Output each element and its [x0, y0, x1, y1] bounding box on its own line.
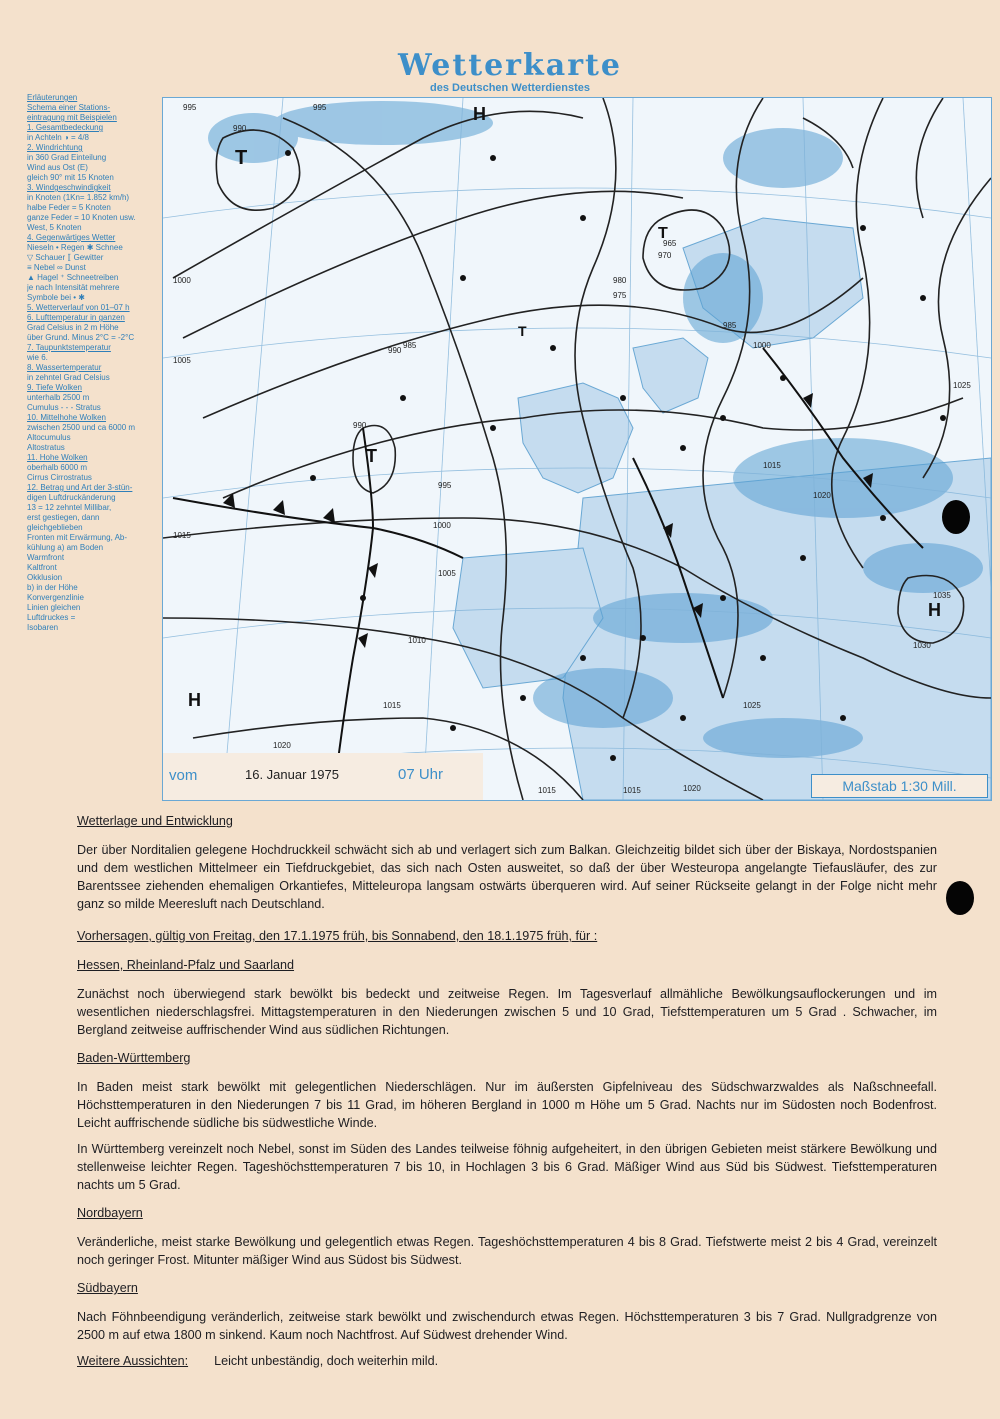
outlook-label: Weitere Aussichten:	[77, 1354, 189, 1368]
pressure-label: 990	[233, 124, 247, 133]
legend-line: Kaltfront	[27, 563, 57, 572]
legend-line: Warmfront	[27, 553, 65, 562]
pressure-label: 970	[658, 251, 672, 260]
pressure-label: 1025	[743, 701, 761, 710]
legend-line: in 360 Grad Einteilung	[27, 153, 107, 162]
pressure-label: 985	[723, 321, 737, 330]
legend-line: b) in der Höhe	[27, 583, 78, 592]
pressure-label: 1015	[383, 701, 401, 710]
low-center-t: T	[366, 446, 377, 466]
section-heading: Wetterlage und Entwicklung	[77, 814, 233, 828]
legend-line: Schema einer Stations-	[27, 103, 111, 112]
legend-line: ▲ Hagel ⁺ Schneetreiben	[27, 273, 119, 282]
legend-line: Konvergenzlinie	[27, 593, 84, 602]
punch-hole	[946, 881, 974, 915]
map-subtitle: des Deutschen Wetterdienstes	[430, 82, 590, 94]
legend-line: 8. Wassertemperatur	[27, 363, 102, 372]
pressure-label: 990	[388, 346, 402, 355]
section-heading: Vorhersagen, gültig von Freitag, den 17.1.1975 früh, bis Sonnabend, den 18.1.1975 früh, für :	[77, 929, 598, 943]
pressure-label: 995	[183, 103, 197, 112]
section-paragraph: Der über Norditalien gelegene Hochdruckkeil schwächt sich ab und verlagert sich zum Balkan. Gleichzeitig bildet sich über der Biskaya, Nordostspanien und dem westlichen Mittelmeer ein Tiefdruckgebiet, das sich nach Osten ausweitet, so daß der über Westeuropa angelangte Tiefausläufer, des zur Barentssee ziehenden ehemaligen Orkantiefes, Mitteleuropa langsam ostwärts überqueren wird. Auf seiner Rückseite gelangt in der Folge nicht mehr ganz so milde Meeresluft nach Deutschland.	[77, 843, 937, 911]
legend-panel	[27, 93, 159, 633]
section-paragraph: In Baden meist stark bewölkt mit gelegentlichen Niederschlägen. Nur im äußersten Gipfelniveau des Südschwarzwaldes als Naßschneefall. Höchsttemperaturen in den Niederungen 7 bis 11 Grad, im höheren Bergland in 1000 m Höhe um 5 Grad. Nachts nur im Südosten noch Bodenfrost. Leicht auffrischende südliche bis südwestliche Winde.	[77, 1080, 937, 1130]
weather-map	[162, 97, 992, 801]
low-center-t: T	[518, 323, 527, 339]
legend-line: digen Luftdruckänderung	[27, 493, 116, 502]
legend-line: unterhalb 2500 m	[27, 393, 90, 402]
pressure-label: 1000	[753, 341, 771, 350]
pressure-label: 1015	[538, 786, 556, 795]
legend-line: in Achteln ◑ = 4/8	[27, 133, 89, 142]
map-date: 16. Januar 1975	[245, 767, 339, 782]
legend-line: 9. Tiefe Wolken	[27, 383, 82, 392]
legend-line: erst gestiegen, dann	[27, 513, 100, 522]
pressure-label: 980	[613, 276, 627, 285]
section-heading: Hessen, Rheinland-Pfalz und Saarland	[77, 958, 295, 972]
legend-line: 13 = 12 zehntel Millibar,	[27, 503, 112, 512]
section-paragraph: Zunächst noch überwiegend stark bewölkt bis bedeckt und zeitweise Regen. Im Tagesverlauf allmähliche Bewölkungsauflockerungen und im wesentlichen niederschlagsfrei. Mittagstemperaturen in den Niederungen zwischen 5 und 10 Grad, Tiefsttemperaturen um 5 Grad . Schwacher, im Bergland zeitweise auffrischender Wind aus südlichen Richtungen.	[77, 987, 937, 1037]
legend-line: Isobaren	[27, 623, 59, 632]
outlook-row	[77, 1352, 937, 1370]
legend-line: gleichgeblieben	[27, 523, 83, 532]
forecast-text	[77, 812, 937, 1370]
legend-line: in Knoten (1Kn= 1.852 km/h)	[27, 193, 130, 202]
legend-line: Linien gleichen	[27, 603, 81, 612]
legend-line: wie 6.	[27, 353, 48, 362]
legend-line: 5. Wetterverlauf von 01–07 h	[27, 303, 130, 312]
section-paragraph: Nach Föhnbeendigung veränderlich, zeitweise stark bewölkt und zwischendurch etwas Regen. Höchsttemperaturen 3 bis 7 Grad. Nullgradgrenze von 2500 m auf etwa 1800 m sinkend. Kaum noch Nachtfrost. Auf Südwest drehender Wind.	[77, 1310, 937, 1342]
section-paragraph: Veränderliche, meist starke Bewölkung und gelegentlich etwas Regen. Tageshöchsttemperaturen 4 bis 8 Grad. Tiefstwerte meist 2 bis 4 Grad, vereinzelt noch geringer Frost. Mitunter mäßiger Wind aus Südost bis Südwest.	[77, 1235, 937, 1267]
legend-line: 11. Hohe Wolken	[27, 453, 88, 462]
legend-line: 10. Mittelhohe Wolken	[27, 413, 107, 422]
legend-line: eintragung mit Beispielen	[27, 113, 117, 122]
legend-line: oberhalb 6000 m	[27, 463, 88, 472]
map-drawing	[163, 98, 991, 800]
legend-line: Wind aus Ost (E)	[27, 163, 88, 172]
pressure-label: 965	[663, 239, 677, 248]
legend-line: Cirrus Cirrostratus	[27, 473, 92, 482]
high-center-h: H	[928, 600, 941, 620]
section-heading: Südbayern	[77, 1281, 138, 1295]
section-heading: Baden-Württemberg	[77, 1051, 191, 1065]
pressure-label: 1020	[273, 741, 291, 750]
pressure-label: 1005	[173, 356, 191, 365]
legend-line: Grad Celsius in 2 m Höhe	[27, 323, 119, 332]
legend-line: in zehntel Grad Celsius	[27, 373, 110, 382]
legend-line: 7. Taupunktstemperatur	[27, 343, 111, 352]
legend-line: 4. Gegenwärtiges Wetter	[27, 233, 116, 242]
pressure-label: 985	[403, 341, 417, 350]
pressure-label: 995	[438, 481, 452, 490]
high-center-h: H	[473, 104, 486, 124]
pressure-label: 1015	[763, 461, 781, 470]
legend-line: je nach Intensität mehrere	[27, 283, 120, 292]
pressure-label: 995	[313, 103, 327, 112]
map-scale: Maßstab 1:30 Mill.	[811, 774, 988, 798]
legend-line: Erläuterungen	[27, 93, 78, 102]
legend-line: ganze Feder = 10 Knoten usw.	[27, 213, 136, 222]
section-heading: Nordbayern	[77, 1206, 143, 1220]
pressure-label: 1030	[913, 641, 931, 650]
map-title: Wetterkarte	[398, 48, 622, 83]
legend-line: 12. Betrag und Art der 3-stün-	[27, 483, 133, 492]
legend-line: Symbole bei • ✱	[27, 293, 85, 302]
pressure-label: 975	[613, 291, 627, 300]
legend-line: Luftdruckes =	[27, 613, 76, 622]
pressure-label: 1035	[933, 591, 951, 600]
pressure-label: 1000	[433, 521, 451, 530]
map-header	[330, 50, 690, 95]
low-center-t: T	[658, 225, 668, 242]
high-center-h: H	[188, 690, 201, 710]
legend-line: Nieseln • Regen ✱ Schnee	[27, 243, 123, 252]
legend-line: 3. Windgeschwindigkeit	[27, 183, 111, 192]
legend-line: Cumulus - - - Stratus	[27, 403, 101, 412]
outlook-text: Leicht unbeständig, doch weiterhin mild.	[214, 1354, 439, 1368]
legend-line: Altostratus	[27, 443, 65, 452]
punch-hole	[942, 500, 970, 534]
pressure-label: 1000	[173, 276, 191, 285]
legend-line: halbe Feder = 5 Knoten	[27, 203, 111, 212]
legend-line: über Grund. Minus 2°C = -2°C	[27, 333, 135, 342]
map-time: 07 Uhr	[398, 766, 444, 783]
legend-line: kühlung a) am Boden	[27, 543, 104, 552]
date-prefix: vom	[169, 767, 198, 784]
legend-line: gleich 90° mit 15 Knoten	[27, 173, 114, 182]
legend-line: 1. Gesamtbedeckung	[27, 123, 104, 132]
legend-line: Fronten mit Erwärmung, Ab-	[27, 533, 128, 542]
pressure-label: 1015	[623, 786, 641, 795]
pressure-label: 1025	[953, 381, 971, 390]
legend-line: Altocumulus	[27, 433, 71, 442]
section-paragraph: In Württemberg vereinzelt noch Nebel, sonst im Süden des Landes teilweise föhnig aufgeheitert, in den übrigen Gebieten meist stärkere Bewölkung und stellenweise leichter Regen. Tageshöchsttemperaturen 7 bis 10, in Hochlagen 3 bis 6 Grad. Mäßiger Wind aus Süd bis Südwest. Tiefsttemperaturen nachts um 5 Grad.	[77, 1142, 937, 1192]
legend-line: West, 5 Knoten	[27, 223, 82, 232]
map-date-box	[163, 753, 483, 800]
legend-line: zwischen 2500 und ca 6000 m	[27, 423, 136, 432]
low-center-t: T	[235, 147, 248, 169]
legend-line: ≡ Nebel ∞ Dunst	[27, 263, 86, 272]
legend-line: Okklusion	[27, 573, 63, 582]
legend-line: 6. Lufttemperatur in ganzen	[27, 313, 125, 322]
pressure-label: 990	[353, 421, 367, 430]
pressure-label: 1010	[408, 636, 426, 645]
legend-line: 2. Windrichtung	[27, 143, 83, 152]
pressure-label: 1005	[438, 569, 456, 578]
pressure-label: 1020	[683, 784, 701, 793]
legend-line: ▽ Schauer ⟦ Gewitter	[27, 253, 104, 262]
pressure-label: 1020	[813, 491, 831, 500]
pressure-label: 1015	[173, 531, 191, 540]
